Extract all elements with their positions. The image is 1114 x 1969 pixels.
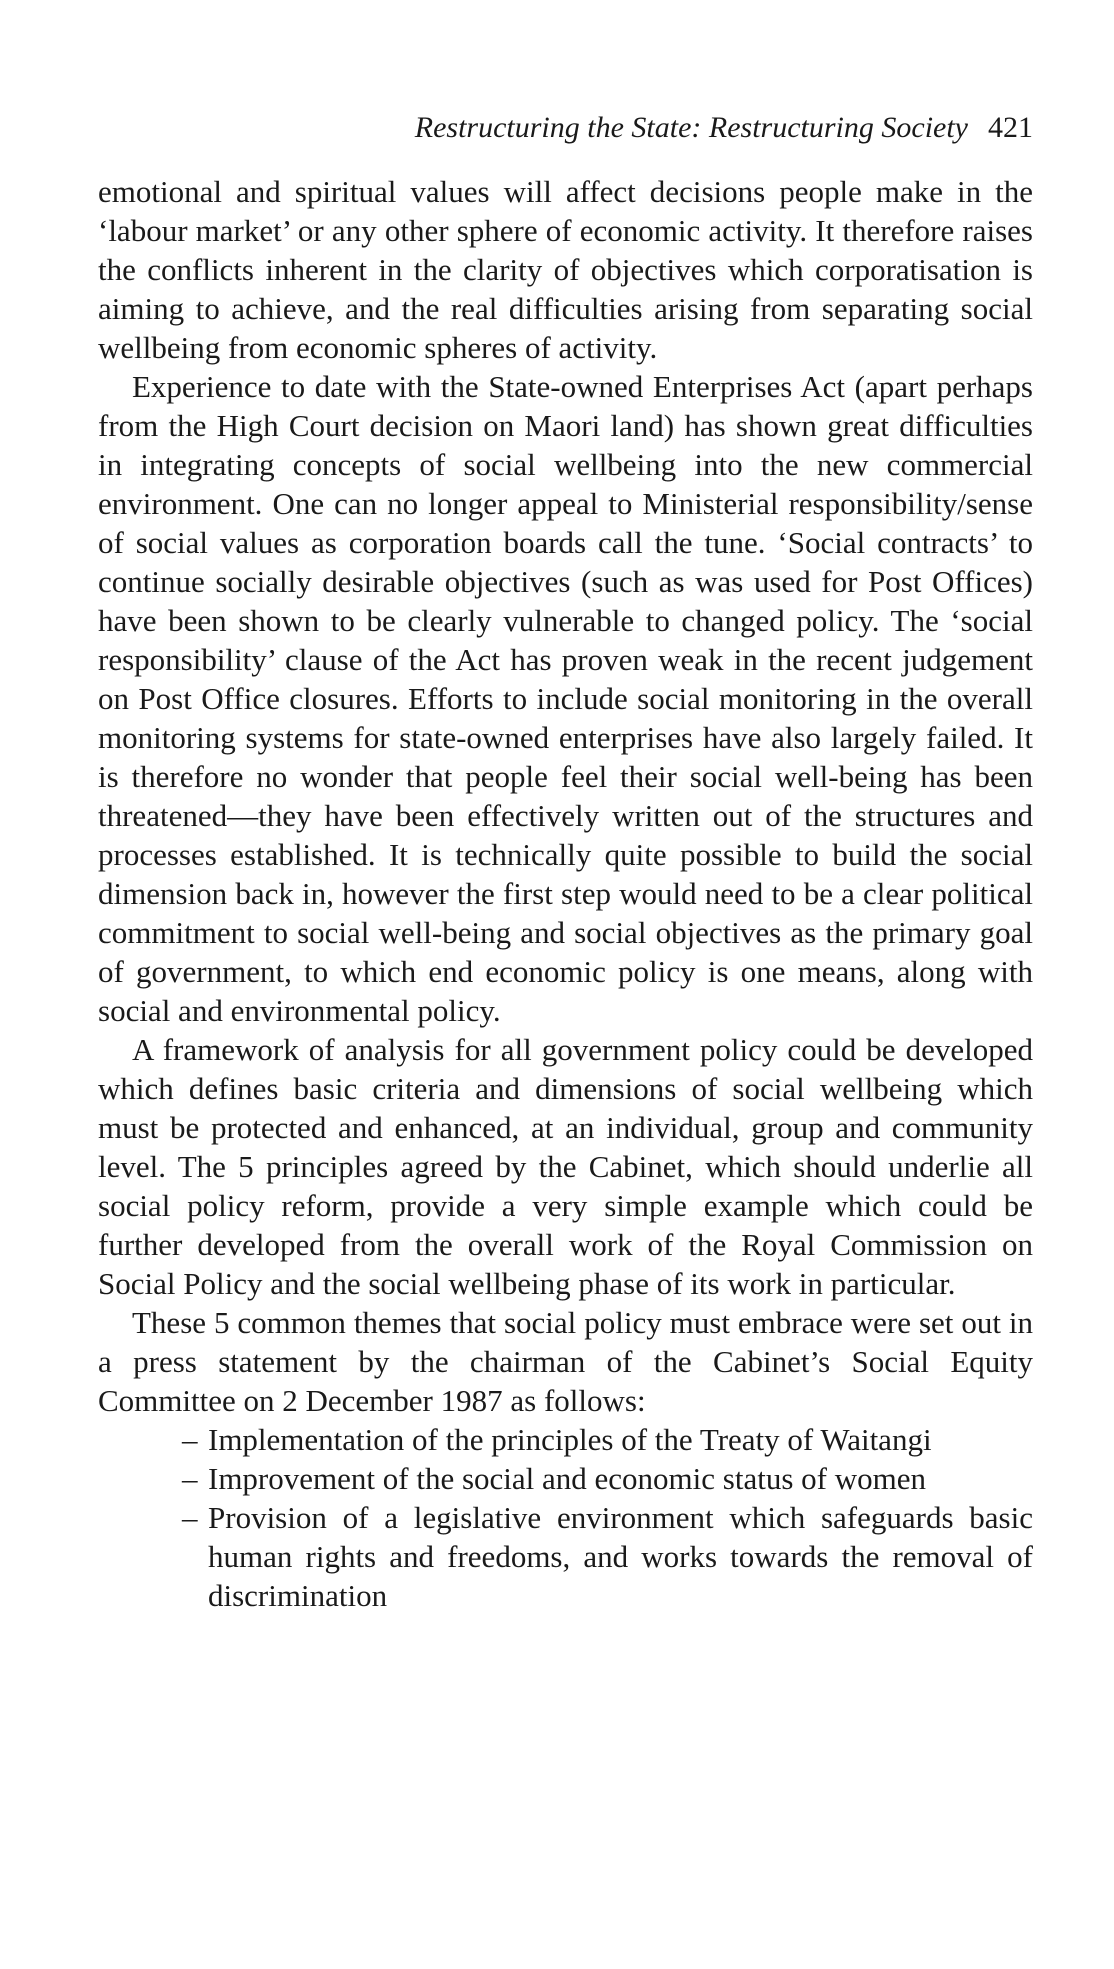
- page-number: 421: [988, 111, 1033, 144]
- paragraph-soe-experience: Experience to date with the State-owned Enterprises Act (apart perhaps from the High Court decision on Maori land) has shown great difficulties in integrating concepts of social wellbeing into the new commercial environment. One can no longer appeal to Ministerial responsibility/sense of social values as corporation boards call the tune. ‘Social contracts’ to continue socially desirable objectives (such as was used for Post Offices) have been shown to be clearly vulnerable to changed policy. The ‘social responsibility’ clause of the Act has proven weak in the recent judgement on Post Office closures. Efforts to include social monitoring in the overall monitoring systems for state-owned enterprises have also largely failed. It is therefore no wonder that people feel their social well-being has been threatened—they have been effectively written out of the structures and processes established. It is technically quite possible to build the social dimension back in, however the first step would need to be a clear political commitment to social well-being and social objectives as the primary goal of government, to which end economic policy is one means, along with social and environmental policy.: [98, 369, 1033, 1028]
- list-item: – Implementation of the principles of the Treaty of Waitangi: [182, 1420, 1033, 1459]
- list-item: – Improvement of the social and economic status of women: [182, 1459, 1033, 1498]
- list-item: – Provision of a legislative environment which safeguards basic human rights and freedoms, and works towards the removal of discrimination: [182, 1498, 1033, 1615]
- running-title: Restructuring the State: Restructuring Society: [414, 111, 968, 144]
- running-head: [98, 108, 1033, 148]
- paragraph-common-themes: These 5 common themes that social policy must embrace were set out in a press statement by the chairman of the Cabinet’s Social Equity Committee on 2 December 1987 as follows:: [98, 1305, 1033, 1418]
- themes-list: [98, 1420, 1033, 1615]
- paragraph-continuation: emotional and spiritual values will affect decisions people make in the ‘labour market’ or any other sphere of economic activity. It therefore raises the conflicts inherent in the clarity of objectives which corporatisation is aiming to achieve, and the real difficulties arising from separating social wellbeing from economic spheres of activity.: [98, 174, 1033, 365]
- paragraph-framework: A framework of analysis for all government policy could be developed which defines basic criteria and dimensions of social wellbeing which must be protected and enhanced, at an individual, group and community level. The 5 principles agreed by the Cabinet, which should underlie all social policy reform, provide a very simple example which could be further developed from the overall work of the Royal Commission on Social Policy and the social wellbeing phase of its work in particular.: [98, 1032, 1033, 1301]
- body-text: [98, 172, 1033, 1615]
